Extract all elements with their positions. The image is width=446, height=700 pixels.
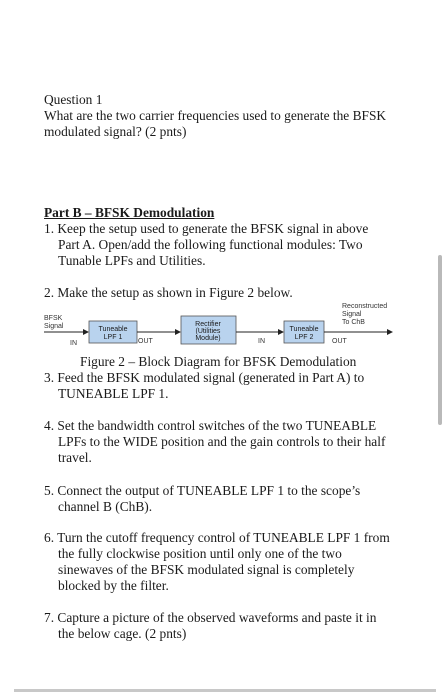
lpf1-in-label: IN: [70, 340, 77, 347]
bottom-divider: [14, 689, 436, 692]
step-3-line-1: 3. Feed the BFSK modulated signal (generated in Part A) to: [44, 370, 365, 385]
step-6-line-3: sinewaves of the BFSK modulated signal is completely: [58, 562, 355, 577]
block-2-line-1: Rectifier: [195, 321, 221, 328]
figure-caption: Figure 2 – Block Diagram for BFSK Demodulation: [80, 354, 357, 369]
question-text-line-1: What are the two carrier frequencies used to generate the BFSK: [44, 108, 387, 123]
step-1-line-2: Part A. Open/add the following functional modules: Two: [58, 237, 363, 252]
step-6-line-2: the fully clockwise position until only one of the two: [58, 546, 342, 561]
lpf2-out-label: OUT: [332, 338, 347, 345]
step-7-line-2: the below cage. (2 pnts): [58, 626, 187, 641]
step-2-text: 2. Make the setup as shown in Figure 2 below.: [44, 285, 293, 300]
question-text-line-2: modulated signal? (2 pnts): [44, 124, 187, 139]
step-5-line-2: channel B (ChB).: [58, 499, 153, 514]
block-1-line-2: LPF 1: [103, 334, 123, 341]
step-7-line-1: 7. Capture a picture of the observed waveforms and paste it in: [44, 610, 377, 625]
step-6-line-1: 6. Turn the cutoff frequency control of TUNEABLE LPF 1 from: [44, 530, 390, 545]
input-label-line-2: Signal: [44, 323, 64, 330]
vertical-scrollbar[interactable]: [438, 255, 442, 425]
output-label-line-3: To ChB: [342, 319, 365, 326]
block-3-line-1: Tuneable: [289, 326, 319, 333]
lpf2-in-label: IN: [258, 338, 265, 345]
block-2-line-3: Module): [195, 335, 221, 342]
output-label-line-1: Reconstructed: [342, 303, 388, 310]
step-1-line-1: 1. Keep the setup used to generate the BFSK signal in above: [44, 221, 369, 236]
part-b-heading: Part B – BFSK Demodulation: [44, 205, 215, 220]
block-diagram: [40, 272, 400, 352]
step-4-line-2: LPFs to the WIDE position and the gain controls to their half: [58, 434, 386, 449]
lpf1-out-label: OUT: [138, 338, 153, 345]
output-label-line-2: Signal: [342, 311, 362, 318]
input-label-line-1: BFSK: [44, 315, 63, 322]
question-heading: Question 1: [44, 92, 103, 107]
step-5-line-1: 5. Connect the output of TUNEABLE LPF 1 to the scope’s: [44, 483, 361, 498]
step-6-line-4: blocked by the filter.: [58, 578, 169, 593]
step-4-line-3: travel.: [58, 450, 92, 465]
block-3-line-2: LPF 2: [294, 334, 314, 341]
step-3-line-2: TUNEABLE LPF 1.: [58, 386, 169, 401]
block-2-line-2: (Utilities: [195, 328, 221, 335]
step-1-line-3: Tunable LPFs and Utilities.: [58, 253, 206, 268]
block-1-line-1: Tuneable: [98, 326, 128, 333]
step-4-line-1: 4. Set the bandwidth control switches of the two TUNEABLE: [44, 418, 377, 433]
